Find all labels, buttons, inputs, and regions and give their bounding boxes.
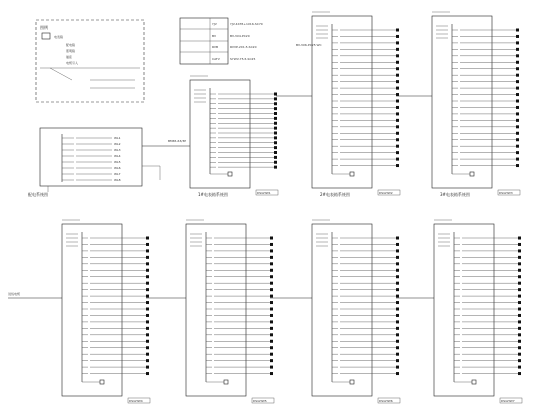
panel-tag: DSGHW2 [379,191,393,195]
meter-terminal [274,136,277,139]
meter-terminal [396,269,399,272]
meter-terminal [274,127,277,130]
meter-terminal [396,308,399,311]
meter-terminal [396,340,399,343]
meter-terminal [518,320,521,323]
main-board-rows [62,136,121,182]
meter-terminal [270,340,273,343]
legend-header: 图例 [40,25,48,30]
legend-row-1: 配电箱 [66,43,76,47]
meter-terminal [396,61,399,64]
meter-terminal [270,320,273,323]
meter-terminal [270,237,273,240]
panel-title: 1#电表箱系统图 [198,192,228,197]
meter-terminal [516,138,519,141]
legend-panel [36,20,144,102]
panel-frame [312,224,372,396]
meter-terminal [146,340,149,343]
meter-box-panel [62,220,150,403]
meter-terminal [516,93,519,96]
meter-terminal [270,262,273,265]
meter-terminal [396,54,399,57]
meter-box-panel [312,12,400,197]
meter-terminal [146,275,149,278]
cable-code-2: BV [212,34,217,38]
meter-terminal [146,320,149,323]
meter-box-panel [186,220,274,403]
meter-terminal [270,353,273,356]
meter-terminal [270,249,273,252]
meter-terminal [270,256,273,259]
meter-terminal [270,359,273,362]
meter-terminal [270,295,273,298]
meter-terminal [146,366,149,369]
meter-terminal [274,166,277,169]
meter-boxes-bottom [62,220,522,403]
panel-frame [312,16,372,188]
meter-terminal [396,112,399,115]
meter-terminal [396,48,399,51]
meter-terminal [396,158,399,161]
cable-code-1: YJV [212,22,217,26]
main-board-frame [40,128,142,186]
meter-terminal [516,29,519,32]
meter-terminal [518,340,521,343]
meter-terminal [274,102,277,105]
panel-frame [62,224,122,396]
meter-terminal [516,119,519,122]
meter-terminal [396,295,399,298]
meter-terminal [396,35,399,38]
meter-terminal [518,249,521,252]
meter-terminal [270,301,273,304]
meter-terminal [146,249,149,252]
meter-terminal [396,333,399,336]
meter-terminal [396,151,399,154]
cable-spec-4: SYWV-75-5-SC25 [230,57,256,61]
meter-box-panel [434,220,522,403]
meter-terminal [146,359,149,362]
meter-terminal [146,346,149,349]
main-board [28,128,142,197]
feeder-label: BV-3X6-PC25 WC [296,43,322,47]
meter-terminal [270,314,273,317]
meter-terminal [146,295,149,298]
meter-terminal [270,269,273,272]
meter-terminal [146,243,149,246]
meter-terminal [270,346,273,349]
meter-terminal [396,366,399,369]
meter-terminal [274,156,277,159]
meter-terminal [396,138,399,141]
legend-row-4: 电缆引入 [66,61,79,65]
meter-terminal [396,125,399,128]
incomer-breaker [470,172,474,176]
meter-terminal [146,269,149,272]
legend-row-2: 照明箱 [66,49,76,53]
meter-terminal [274,112,277,115]
meter-terminal [270,308,273,311]
main-row-label: WL4 [114,154,121,158]
incoming-cable-label: 进线电缆 [8,292,21,296]
meter-terminal [516,54,519,57]
cable-spec-3: RVVP-2X1.5-SC20 [230,45,257,49]
meter-terminal [274,161,277,164]
panel-frame [190,80,250,188]
main-row-label: WL5 [114,160,121,164]
meter-terminal [396,41,399,44]
meter-terminal [146,308,149,311]
meter-terminal [516,100,519,103]
meter-terminal [270,366,273,369]
cable-code-3: RVB [212,45,219,49]
meter-terminal [146,301,149,304]
meter-terminal [518,282,521,285]
meter-terminal [396,243,399,246]
meter-terminal [516,61,519,64]
meter-box-panel [312,220,400,403]
meter-terminal [518,327,521,330]
meter-terminal [516,151,519,154]
meter-boxes-top [190,12,520,197]
meter-terminal [516,106,519,109]
meter-terminal [396,275,399,278]
meter-terminal [518,256,521,259]
meter-terminal [396,80,399,83]
incomer-breaker [472,380,476,384]
meter-terminal [270,275,273,278]
meter-terminal [396,314,399,317]
meter-terminal [146,256,149,259]
meter-terminal [274,122,277,125]
meter-terminal [396,74,399,77]
meter-terminal [396,87,399,90]
meter-terminal [518,269,521,272]
meter-terminal [518,314,521,317]
meter-terminal [146,314,149,317]
meter-terminal [518,366,521,369]
meter-terminal [146,333,149,336]
legend-row-3: 插座 [66,55,73,59]
meter-terminal [518,359,521,362]
meter-terminal [518,301,521,304]
breaker-label: BM65-63/3P [168,139,187,143]
meter-terminal [516,35,519,38]
meter-terminal [518,308,521,311]
meter-terminal [274,132,277,135]
meter-terminal [274,151,277,154]
meter-terminal [516,164,519,167]
meter-terminal [396,372,399,375]
main-row-label: WL2 [114,142,121,146]
meter-terminal [146,353,149,356]
meter-terminal [270,288,273,291]
meter-terminal [396,282,399,285]
meter-terminal [396,359,399,362]
meter-terminal [396,29,399,32]
incomer-breaker [100,380,104,384]
meter-terminal [396,256,399,259]
meter-terminal [516,80,519,83]
panel-tag: DSGHW7 [501,399,515,403]
cable-table [180,18,263,64]
meter-terminal [270,243,273,246]
meter-terminal [516,112,519,115]
meter-terminal [146,237,149,240]
panel-tag: DSGHW1 [257,191,271,195]
meter-terminal [396,353,399,356]
panel-frame [432,16,492,188]
cable-code-4: CATV [212,57,220,61]
legend-incoming-line [50,68,72,80]
meter-terminal [274,146,277,149]
meter-terminal [146,372,149,375]
panel-tag: DSGHW6 [379,399,393,403]
meter-terminal [516,41,519,44]
meter-terminal [146,282,149,285]
meter-terminal [516,145,519,148]
meter-terminal [146,262,149,265]
meter-terminal [146,327,149,330]
meter-terminal [274,97,277,100]
meter-terminal [396,346,399,349]
meter-terminal [518,346,521,349]
meter-terminal [396,320,399,323]
meter-terminal [274,107,277,110]
meter-terminal [518,262,521,265]
meter-terminal [274,93,277,96]
meter-terminal [518,372,521,375]
meter-terminal [516,74,519,77]
meter-terminal [396,100,399,103]
meter-terminal [518,275,521,278]
meter-terminal [396,301,399,304]
meter-terminal [518,353,521,356]
meter-terminal [518,295,521,298]
main-row-label: WL8 [114,178,121,182]
meter-terminal [396,288,399,291]
incomer-breaker [228,172,232,176]
meter-terminal [396,237,399,240]
meter-terminal [396,93,399,96]
panel-tag: DSGHW4 [129,399,143,403]
meter-terminal [396,262,399,265]
main-board-title: 配电系统图 [28,192,48,197]
legend-frame [36,20,144,102]
cable-spec-1: YJV-4X35+1X16-SC70 [230,22,263,26]
incomer-breaker [350,380,354,384]
main-row-label: WL7 [114,172,121,176]
meter-box-panel [432,12,520,197]
meter-box-panel [190,76,278,197]
incomer-breaker [224,380,228,384]
meter-terminal [396,119,399,122]
meter-terminal [516,48,519,51]
meter-terminal [516,87,519,90]
meter-terminal [396,132,399,135]
meter-terminal [396,164,399,167]
meter-terminal [518,237,521,240]
meter-terminal [270,333,273,336]
cable-spec-2: BV-3X4-PC20 [230,34,250,38]
meter-terminal [518,333,521,336]
incomer-breaker [350,172,354,176]
meter-terminal [396,249,399,252]
meter-terminal [396,145,399,148]
panel-title: 3#电表箱系统图 [440,192,470,197]
meter-terminal [274,117,277,120]
meter-box-symbol [42,33,50,39]
main-row-label: WL1 [114,136,121,140]
meter-terminal [396,106,399,109]
meter-terminal [146,288,149,291]
meter-terminal [516,67,519,70]
panel-frame [186,224,246,396]
panel-tag: DSGHW5 [253,399,267,403]
meter-terminal [270,282,273,285]
meter-terminal [516,132,519,135]
panel-title: 2#电表箱系统图 [320,192,350,197]
feeder-links [8,96,434,298]
panel-tag: DSGHW3 [499,191,513,195]
meter-terminal [274,141,277,144]
meter-terminal [270,372,273,375]
panel-frame [434,224,494,396]
meter-terminal [396,67,399,70]
main-row-label: WL6 [114,166,121,170]
meter-terminal [270,327,273,330]
meter-terminal [516,158,519,161]
meter-terminal [518,243,521,246]
meter-terminal [518,288,521,291]
legend-symbol-label: 电表箱 [54,35,64,39]
meter-terminal [396,327,399,330]
main-row-label: WL3 [114,148,121,152]
meter-terminal [516,125,519,128]
